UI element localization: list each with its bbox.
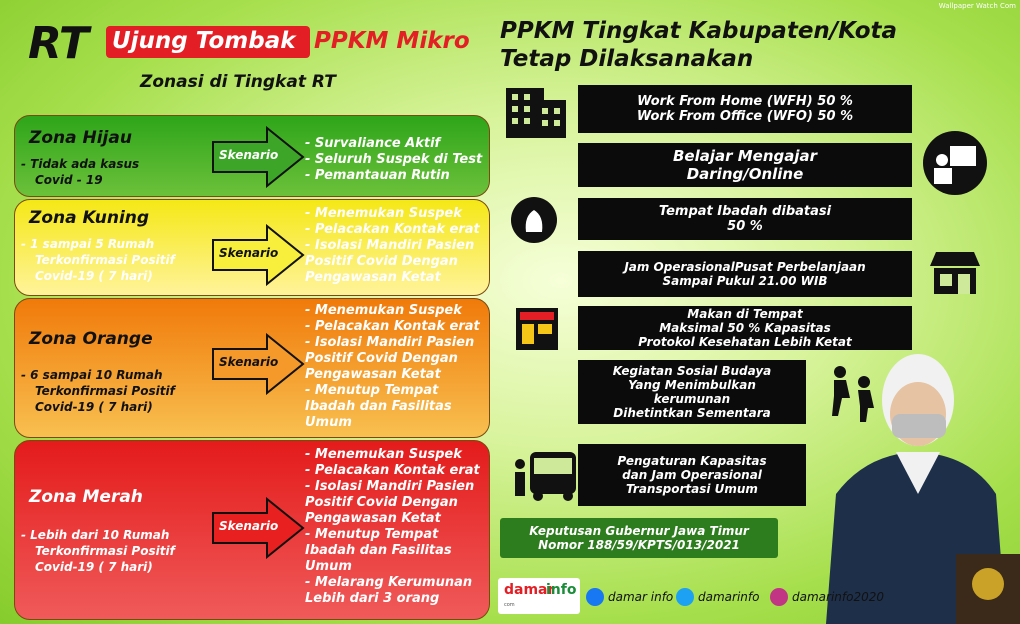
list-item: - Isolasi Mandiri Pasien xyxy=(305,479,475,494)
zone-desc-line: - 6 sampai 10 Rumah xyxy=(21,368,163,382)
policy-line: dan Jam Operasional xyxy=(622,468,762,482)
zone-desc-line: - 1 sampai 5 Rumah xyxy=(21,237,155,251)
policy-line: Kegiatan Sosial Budaya xyxy=(612,364,772,378)
scenario-arrow xyxy=(211,497,305,559)
logo-sub-text: com xyxy=(504,602,515,608)
logo-green-text: info xyxy=(546,582,577,598)
policy-line: Jam OperasionalPusat Perbelanjaan xyxy=(624,260,866,274)
policy-social-box xyxy=(578,360,806,424)
list-item: Positif Covid Dengan xyxy=(305,254,458,269)
zone-actions xyxy=(305,206,480,286)
list-item: - Melarang Kerumunan xyxy=(305,575,473,590)
online-learning-icon xyxy=(922,130,988,196)
policy-learning-box xyxy=(578,143,912,187)
list-item: Lebih dari 3 orang xyxy=(305,591,440,606)
policy-line: Pengaturan Kapasitas xyxy=(617,454,767,468)
zone-desc-line: Covid-19 ( 7 hari) xyxy=(35,269,153,283)
zone-desc xyxy=(21,236,175,284)
list-item: - Pemantauan Rutin xyxy=(305,168,450,183)
twitter-icon[interactable] xyxy=(676,588,694,606)
list-item: - Menemukan Suspek xyxy=(305,447,462,462)
zone-red-panel xyxy=(14,440,490,620)
policy-line: Transportasi Umum xyxy=(626,482,758,496)
title-rt: RT xyxy=(28,18,88,69)
policy-line: Daring/Online xyxy=(686,165,804,183)
food-stall-icon xyxy=(514,306,560,352)
logo-red-text: damar xyxy=(504,582,555,598)
list-item: - Isolasi Mandiri Pasien xyxy=(305,335,475,350)
policy-line: Makan di Tempat xyxy=(687,307,803,321)
scenario-arrow xyxy=(211,224,305,286)
subtitle-zonasi: Zonasi di Tingkat RT xyxy=(140,72,336,92)
decree-line: Keputusan Gubernur Jawa Timur xyxy=(529,524,749,538)
policy-mall-box xyxy=(578,251,912,297)
facebook-icon[interactable] xyxy=(586,588,604,606)
policy-line: 50 % xyxy=(727,219,763,234)
zone-orange-panel xyxy=(14,298,490,438)
scenario-label: Skenario xyxy=(219,148,279,162)
store-icon xyxy=(928,250,982,296)
office-building-icon xyxy=(504,80,568,140)
list-item: Umum xyxy=(305,415,352,430)
title-ujung-tombak: Ujung Tombak xyxy=(112,28,296,54)
list-item: Ibadah dan Fasilitas xyxy=(305,399,452,414)
list-item: - Survaliance Aktif xyxy=(305,136,441,151)
policy-line: Work From Home (WFH) 50 % xyxy=(637,94,853,109)
title-ppkm-mikro: PPKM Mikro xyxy=(314,28,470,54)
zone-desc-line: Covid-19 ( 7 hari) xyxy=(35,560,153,574)
list-item: Positif Covid Dengan xyxy=(305,495,458,510)
zone-desc-line: Terkonfirmasi Positif xyxy=(35,253,175,267)
decree-line: Nomor 188/59/KPTS/013/2021 xyxy=(538,538,740,552)
instagram-icon[interactable] xyxy=(770,588,788,606)
policy-line: Belajar Mengajar xyxy=(672,147,818,165)
zone-name: Zona Orange xyxy=(29,329,153,349)
zone-desc-line: Terkonfirmasi Positif xyxy=(35,384,175,398)
list-item: - Menutup Tempat xyxy=(305,527,439,542)
policy-line: Sampai Pukul 21.00 WIB xyxy=(662,274,828,288)
list-item: Ibadah dan Fasilitas xyxy=(305,543,452,558)
instagram-handle[interactable]: damarinfo2020 xyxy=(792,590,884,604)
zone-desc xyxy=(21,156,139,188)
zone-actions xyxy=(305,303,480,431)
list-item: Pengawasan Ketat xyxy=(305,511,441,526)
policy-line: Tempat Ibadah dibatasi xyxy=(658,204,832,219)
facebook-handle[interactable]: damar info xyxy=(608,590,674,604)
list-item: - Menemukan Suspek xyxy=(305,303,462,318)
list-item: - Menutup Tempat xyxy=(305,383,439,398)
scenario-arrow xyxy=(211,126,305,188)
zone-desc-line: Terkonfirmasi Positif xyxy=(35,544,175,558)
list-item: - Pelacakan Kontak erat xyxy=(305,319,480,334)
list-item: - Pelacakan Kontak erat xyxy=(305,222,480,237)
policy-transport-box xyxy=(578,444,806,506)
damarinfo-logo[interactable] xyxy=(498,578,580,614)
twitter-handle[interactable]: damarinfo xyxy=(698,590,760,604)
list-item: - Isolasi Mandiri Pasien xyxy=(305,238,475,253)
zone-desc-line: - Lebih dari 10 Rumah xyxy=(21,528,170,542)
scenario-arrow xyxy=(211,333,305,395)
list-item: Positif Covid Dengan xyxy=(305,351,458,366)
list-item: Pengawasan Ketat xyxy=(305,270,441,285)
scenario-label: Skenario xyxy=(219,519,279,533)
bus-icon xyxy=(512,448,578,502)
right-title-line2: Tetap Dilaksanakan xyxy=(500,46,754,72)
list-item: - Seluruh Suspek di Test xyxy=(305,152,483,167)
zone-desc-line: Covid - 19 xyxy=(35,173,103,187)
worship-icon xyxy=(510,196,558,244)
policy-wfh-box xyxy=(578,85,912,133)
policy-line: Dihetintkan Sementara xyxy=(613,406,771,420)
policy-line: Maksimal 50 % Kapasitas xyxy=(659,321,831,335)
zone-yellow-panel xyxy=(14,199,490,296)
decree-box xyxy=(500,518,778,558)
zone-actions xyxy=(305,447,480,607)
list-item: - Pelacakan Kontak erat xyxy=(305,463,480,478)
policy-line: Work From Office (WFO) 50 % xyxy=(636,109,854,124)
zone-name: Zona Kuning xyxy=(29,208,150,228)
watermark: Wallpaper Watch Com xyxy=(938,2,1016,10)
scenario-label: Skenario xyxy=(219,355,279,369)
list-item: Pengawasan Ketat xyxy=(305,367,441,382)
zone-green-panel xyxy=(14,115,490,197)
list-item: - Menemukan Suspek xyxy=(305,206,462,221)
right-title-line1: PPKM Tingkat Kabupaten/Kota xyxy=(500,18,898,44)
zone-desc-line: - Tidak ada kasus xyxy=(21,157,140,171)
zone-actions xyxy=(305,136,482,184)
zone-desc xyxy=(21,367,175,415)
zone-name: Zona Hijau xyxy=(29,128,132,148)
list-item: Umum xyxy=(305,559,352,574)
footer-social xyxy=(498,578,1018,618)
policy-line: Protokol Kesehatan Lebih Ketat xyxy=(638,335,852,349)
policy-line: kerumunan xyxy=(653,392,731,406)
policy-worship-box xyxy=(578,198,912,240)
zone-desc xyxy=(21,527,175,575)
zone-name: Zona Merah xyxy=(29,487,143,507)
scenario-label: Skenario xyxy=(219,246,279,260)
zone-desc-line: Covid-19 ( 7 hari) xyxy=(35,400,153,414)
policy-line: Yang Menimbulkan xyxy=(628,378,756,392)
